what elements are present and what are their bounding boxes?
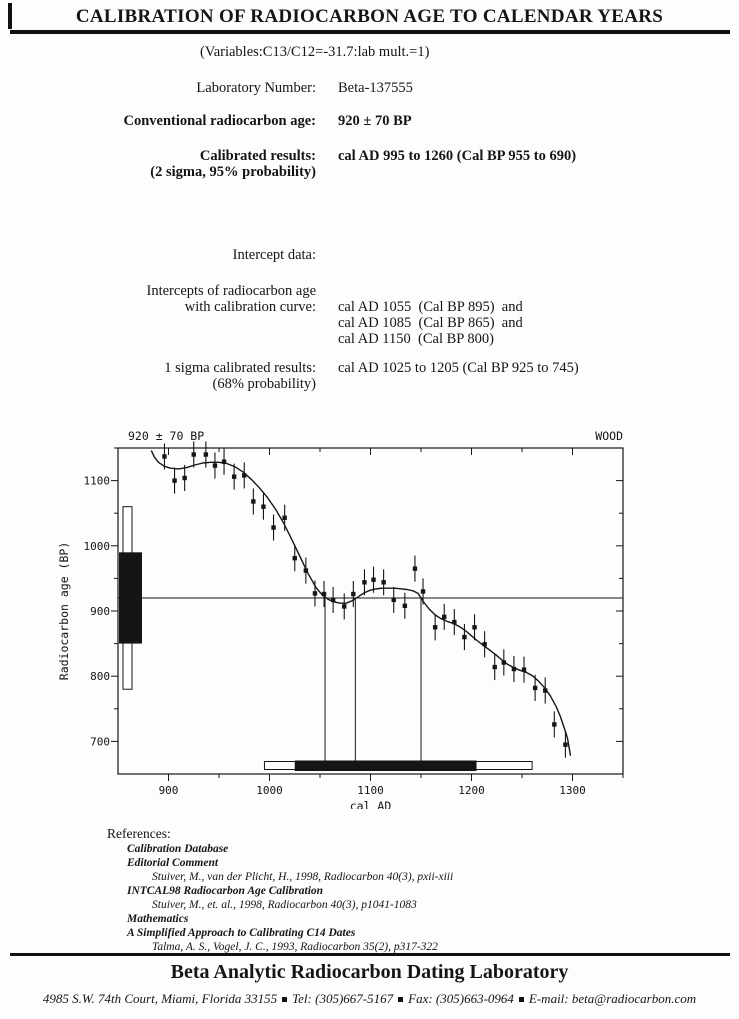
data-point bbox=[493, 654, 497, 680]
data-point bbox=[462, 624, 466, 650]
header-rule bbox=[10, 30, 730, 34]
laboratory-tel: Tel: (305)667-5167 bbox=[292, 991, 394, 1006]
y-tick-label: 900 bbox=[90, 605, 110, 618]
x-tick-label: 1200 bbox=[458, 784, 485, 797]
intercept-value-2: cal AD 1085 (Cal BP 865) and bbox=[338, 315, 523, 331]
y-tick-label: 1100 bbox=[83, 474, 110, 488]
intercept-lines bbox=[325, 598, 421, 766]
data-point bbox=[304, 558, 308, 584]
measurement-points bbox=[162, 441, 567, 757]
calibration-plot-svg bbox=[55, 424, 635, 809]
plot-border bbox=[118, 448, 623, 774]
data-point bbox=[322, 581, 326, 607]
conventional-age-label: Conventional radiocarbon age: bbox=[123, 113, 316, 129]
laboratory-fax: Fax: (305)663-0964 bbox=[408, 991, 514, 1006]
reference-title: Editorial Comment bbox=[127, 857, 219, 869]
data-point bbox=[452, 609, 456, 635]
data-point bbox=[251, 488, 255, 514]
calibrated-results-label: Calibrated results: bbox=[199, 148, 316, 164]
reference-title: INTCAL98 Radiocarbon Age Calibration bbox=[127, 885, 324, 897]
laboratory-address: 4985 S.W. 74th Court, Miami, Florida 33155 bbox=[42, 991, 278, 1006]
reference-title: A Simplified Approach to Calibrating C14 Dates bbox=[127, 927, 356, 939]
data-point bbox=[522, 657, 526, 683]
calibrated-results-sublabel: (2 sigma, 95% probability) bbox=[150, 164, 316, 180]
x-tick-label: 1000 bbox=[256, 784, 283, 797]
material-label: WOOD bbox=[595, 429, 623, 443]
data-point bbox=[172, 468, 176, 494]
y-tick-label: 700 bbox=[90, 735, 110, 749]
intercept-value-3: cal AD 1150 (Cal BP 800) bbox=[338, 331, 494, 347]
reference-citation: Stuiver, M., et. al., 1998, Radiocarbon 40(3), p1041-1083 bbox=[152, 899, 417, 911]
lab-number-label: Laboratory Number: bbox=[196, 80, 316, 96]
footer-rule bbox=[10, 953, 730, 956]
data-point bbox=[413, 556, 417, 582]
data-point bbox=[192, 441, 196, 467]
calibration-curve bbox=[151, 451, 570, 756]
laboratory-email: E-mail: beta@radiocarbon.com bbox=[528, 991, 697, 1006]
data-point bbox=[204, 441, 208, 467]
x-tick-label: 1300 bbox=[559, 784, 586, 797]
one-sigma-age-bar bbox=[119, 552, 142, 643]
references-list bbox=[127, 842, 453, 954]
data-point bbox=[512, 656, 516, 682]
separator-square-icon bbox=[519, 997, 524, 1002]
variables-line: (Variables:C13/C12=-31.7:lab mult.=1) bbox=[200, 44, 430, 60]
data-point bbox=[502, 649, 506, 675]
y-tick-label: 800 bbox=[90, 670, 110, 684]
data-point bbox=[381, 569, 385, 595]
axis-ticks bbox=[111, 448, 623, 781]
x-tick-label: 1100 bbox=[357, 784, 384, 797]
data-point bbox=[482, 631, 486, 657]
intercept-data-heading: Intercept data: bbox=[232, 247, 316, 263]
x-tick-label: 900 bbox=[158, 784, 179, 797]
data-point bbox=[342, 593, 346, 619]
separator-square-icon bbox=[282, 997, 287, 1002]
references-heading: References: bbox=[107, 826, 171, 841]
data-point bbox=[242, 462, 246, 488]
page-title: CALIBRATION OF RADIOCARBON AGE TO CALENDAR YEARS bbox=[75, 6, 664, 27]
data-point bbox=[552, 711, 556, 737]
data-point bbox=[392, 587, 396, 613]
reference-title: Calibration Database bbox=[127, 843, 229, 855]
laboratory-name: Beta Analytic Radiocarbon Dating Laboratory bbox=[170, 961, 569, 983]
one-sigma-sublabel: (68% probability) bbox=[212, 376, 316, 392]
intercept-value-1: cal AD 1055 (Cal BP 895) and bbox=[338, 299, 523, 315]
data-point bbox=[403, 593, 407, 619]
sample-age-label: 920 ± 70 BP bbox=[128, 429, 205, 443]
data-point bbox=[442, 604, 446, 630]
data-point bbox=[271, 515, 275, 541]
one-sigma-value: cal AD 1025 to 1205 (Cal BP 925 to 745) bbox=[338, 360, 579, 376]
data-point bbox=[213, 453, 217, 479]
calibration-chart bbox=[55, 424, 635, 809]
reference-citation: Stuiver, M., van der Plicht, H., 1998, Radiocarbon 40(3), pxii-xiii bbox=[152, 871, 454, 883]
intercepts-label-line2: with calibration curve: bbox=[184, 299, 316, 315]
conventional-age-value: 920 ± 70 BP bbox=[338, 113, 412, 129]
data-point bbox=[433, 614, 437, 640]
intercepts-label-line1: Intercepts of radiocarbon age bbox=[146, 283, 316, 299]
calibrated-results-value: cal AD 995 to 1260 (Cal BP 955 to 690) bbox=[338, 148, 577, 164]
data-point bbox=[331, 587, 335, 613]
data-point bbox=[222, 449, 226, 475]
laboratory-contact-line bbox=[0, 991, 739, 1007]
x-axis-title: cal AD bbox=[349, 799, 392, 809]
one-sigma-label: 1 sigma calibrated results: bbox=[164, 360, 316, 376]
axis-tick-labels bbox=[84, 475, 586, 797]
y-axis-title: Radiocarbon age (BP) bbox=[57, 541, 71, 681]
separator-square-icon bbox=[398, 997, 403, 1002]
data-point bbox=[261, 494, 265, 520]
reference-citation: Talma, A. S., Vogel, J. C., 1993, Radiocarbon 35(2), p317-322 bbox=[152, 941, 438, 953]
one-sigma-calibrated-bar bbox=[295, 761, 477, 772]
reference-title: Mathematics bbox=[127, 913, 189, 925]
y-tick-label: 1000 bbox=[83, 539, 110, 553]
lab-number-value: Beta-137555 bbox=[338, 80, 413, 96]
data-point bbox=[543, 678, 547, 704]
